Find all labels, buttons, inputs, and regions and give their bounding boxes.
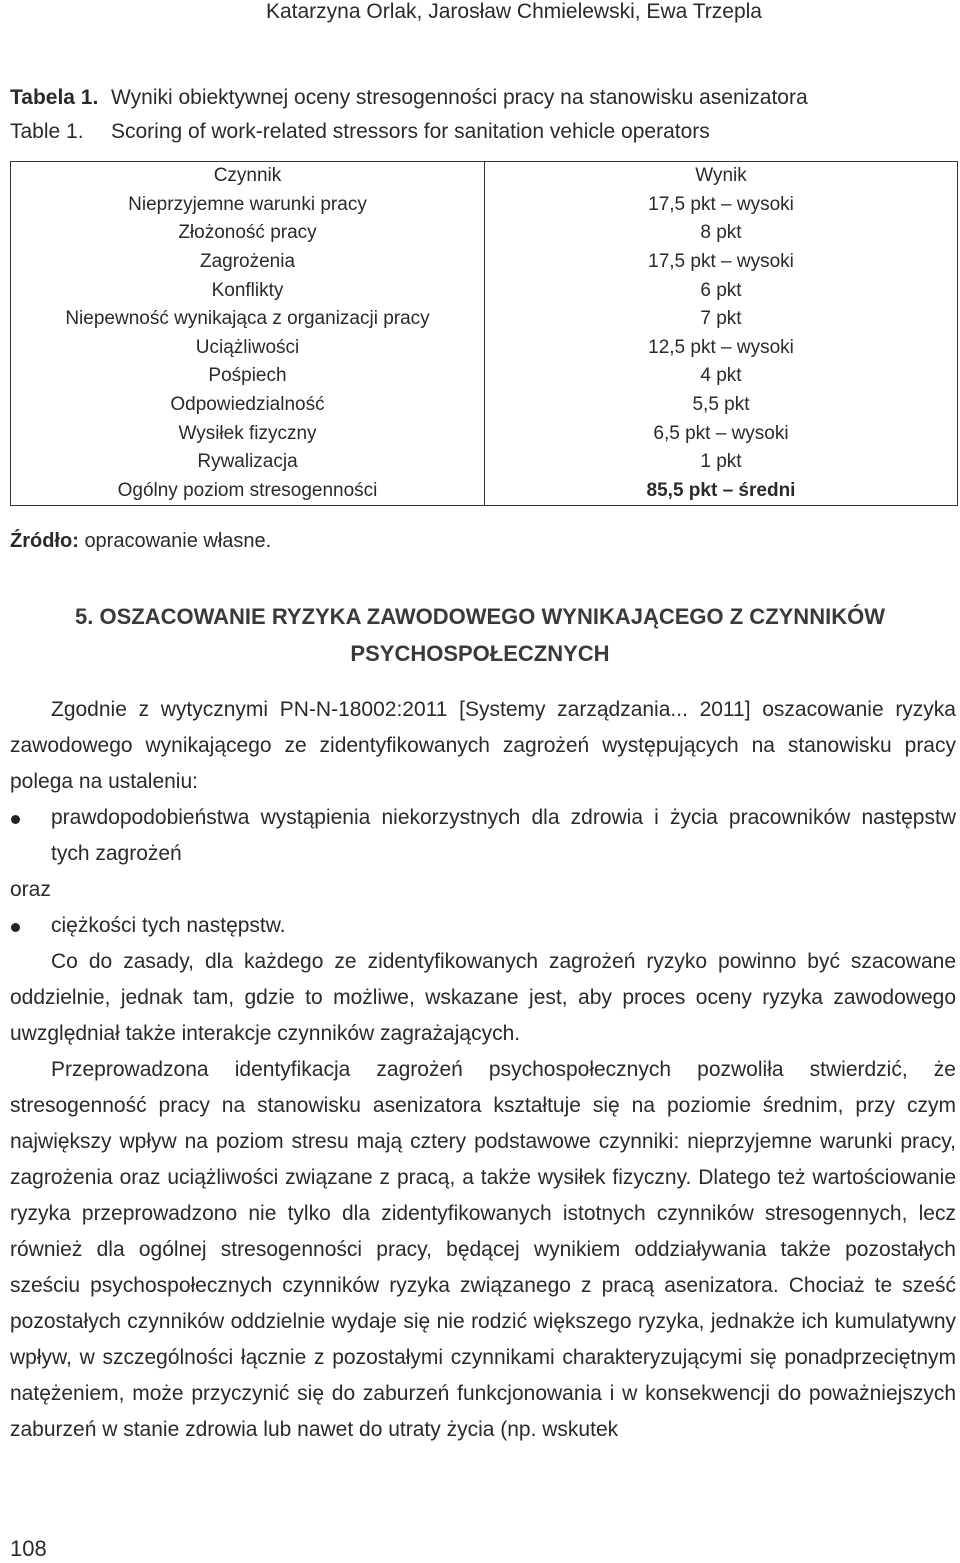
bullet-item	[10, 800, 956, 872]
source-text: opracowanie własne.	[84, 530, 272, 552]
score-cell: 12,5 pkt – wysoki	[485, 334, 958, 363]
paragraph: Zgodnie z wytycznymi PN-N-18002:2011 [Systemy zarządzania... 2011] oszacowanie ryzyka zawodowego wynikającego ze zidentyfikowanych zagrożeń występujących na stanowisku pracy polega na ustaleniu:	[10, 698, 956, 793]
table-caption-pl	[10, 85, 808, 111]
section-heading-line1: 5. OSZACOWANIE RYZYKA ZAWODOWEGO WYNIKAJĄCEGO Z CZYNNIKÓW	[75, 604, 885, 629]
table-header-row	[11, 162, 958, 191]
results-table	[10, 161, 958, 506]
connector-word: oraz	[10, 878, 51, 901]
table-row	[11, 191, 958, 220]
factor-cell: Złożoność pracy	[11, 219, 485, 248]
bullet-dot-icon	[11, 923, 20, 932]
table-row	[11, 362, 958, 391]
factor-cell: Zagrożenia	[11, 248, 485, 277]
bullet-dot-icon	[11, 815, 20, 824]
bullet-item	[10, 908, 956, 944]
factor-cell: Uciążliwości	[11, 334, 485, 363]
total-score-cell: 85,5 pkt – średni	[485, 477, 958, 506]
table-row	[11, 305, 958, 334]
body-text	[10, 692, 956, 1448]
factor-cell: Niepewność wynikająca z organizacji pracy	[11, 305, 485, 334]
table-row	[11, 391, 958, 420]
caption-text-pl: Wyniki obiektywnej oceny stresogenności pracy na stanowisku asenizatora	[111, 86, 808, 109]
table-total-row	[11, 477, 958, 506]
score-cell: 17,5 pkt – wysoki	[485, 191, 958, 220]
score-cell: 4 pkt	[485, 362, 958, 391]
table-row	[11, 219, 958, 248]
factor-cell: Nieprzyjemne warunki pracy	[11, 191, 485, 220]
page-number: 108	[10, 1536, 47, 1561]
table-row	[11, 448, 958, 477]
section-heading-line2: PSYCHOSPOŁECZNYCH	[350, 641, 610, 666]
total-factor-cell: Ogólny poziom stresogenności	[11, 477, 485, 506]
factor-cell: Konflikty	[11, 276, 485, 305]
score-cell: 17,5 pkt – wysoki	[485, 248, 958, 277]
factor-cell: Pośpiech	[11, 362, 485, 391]
table-row	[11, 276, 958, 305]
caption-text-en: Scoring of work-related stressors for sanitation vehicle operators	[111, 120, 710, 143]
factor-cell: Odpowiedzialność	[11, 391, 485, 420]
score-cell: 7 pkt	[485, 305, 958, 334]
header-factor: Czynnik	[11, 162, 485, 191]
table-row	[11, 419, 958, 448]
caption-label-pl: Tabela 1.	[10, 86, 99, 109]
header-score: Wynik	[485, 162, 958, 191]
table-row	[11, 334, 958, 363]
factor-cell: Wysiłek fizyczny	[11, 419, 485, 448]
factor-cell: Rywalizacja	[11, 448, 485, 477]
running-head	[0, 0, 960, 24]
table-row	[11, 248, 958, 277]
table-caption-en	[10, 119, 710, 145]
caption-label-en: Table 1.	[10, 120, 84, 143]
score-cell: 1 pkt	[485, 448, 958, 477]
paragraph: Przeprowadzona identyfikacja zagrożeń psychospołecznych pozwoliła stwierdzić, że stresogenność pracy na stanowisku asenizatora kształtuje się na poziomie średnim, przy czym największy wpływ na poziom stresu mają cztery podstawowe czynniki: nieprzyjemne warunki pracy, zagrożenia oraz uciążliwości związane z pracą, a także wysiłek fizyczny. Dlatego też wartościowanie ryzyka przeprowadzono nie tylko dla zidentyfikowanych istotnych czynników stresogennych, lecz również dla ogólnej stresogenności pracy, będącej wynikiem oddziaływania także pozostałych sześciu psychospołecznych czynników ryzyka związanego z pracą asenizatora. Chociaż te sześć pozostałych czynników oddzielnie wydaje się nie rodzić większego ryzyka, jednakże ich kumulatywny wpływ, w szczególności łącznie z pozostałymi czynnikami charakteryzującymi się ponadprzeciętnym natężeniem, może przyczynić się do zaburzeń funkcjonowania i w konsekwencji do poważniejszych zaburzeń w stanie zdrowia lub nawet do utraty życia (np. wskutek	[10, 1058, 956, 1441]
table-source	[10, 528, 271, 554]
score-cell: 6 pkt	[485, 276, 958, 305]
section-heading	[10, 598, 950, 672]
score-cell: 6,5 pkt – wysoki	[485, 419, 958, 448]
paragraph: Co do zasady, dla każdego ze zidentyfikowanych zagrożeń ryzyko powinno być szacowane oddzielnie, jednak tam, gdzie to możliwe, wskazane jest, aby proces oceny ryzyka zawodowego uwzględniał także interakcje czynników zagrażających.	[10, 950, 956, 1045]
bullet-text: prawdopodobieństwa wystąpienia niekorzystnych dla zdrowia i życia pracowników następstw tych zagrożeń	[51, 806, 956, 865]
bullet-text: ciężkości tych następstw.	[51, 914, 286, 937]
running-head-text: Katarzyna Orlak, Jarosław Chmielewski, Ewa Trzepla	[265, 0, 762, 23]
source-label: Źródło:	[10, 530, 79, 552]
score-cell: 5,5 pkt	[485, 391, 958, 420]
score-cell: 8 pkt	[485, 219, 958, 248]
